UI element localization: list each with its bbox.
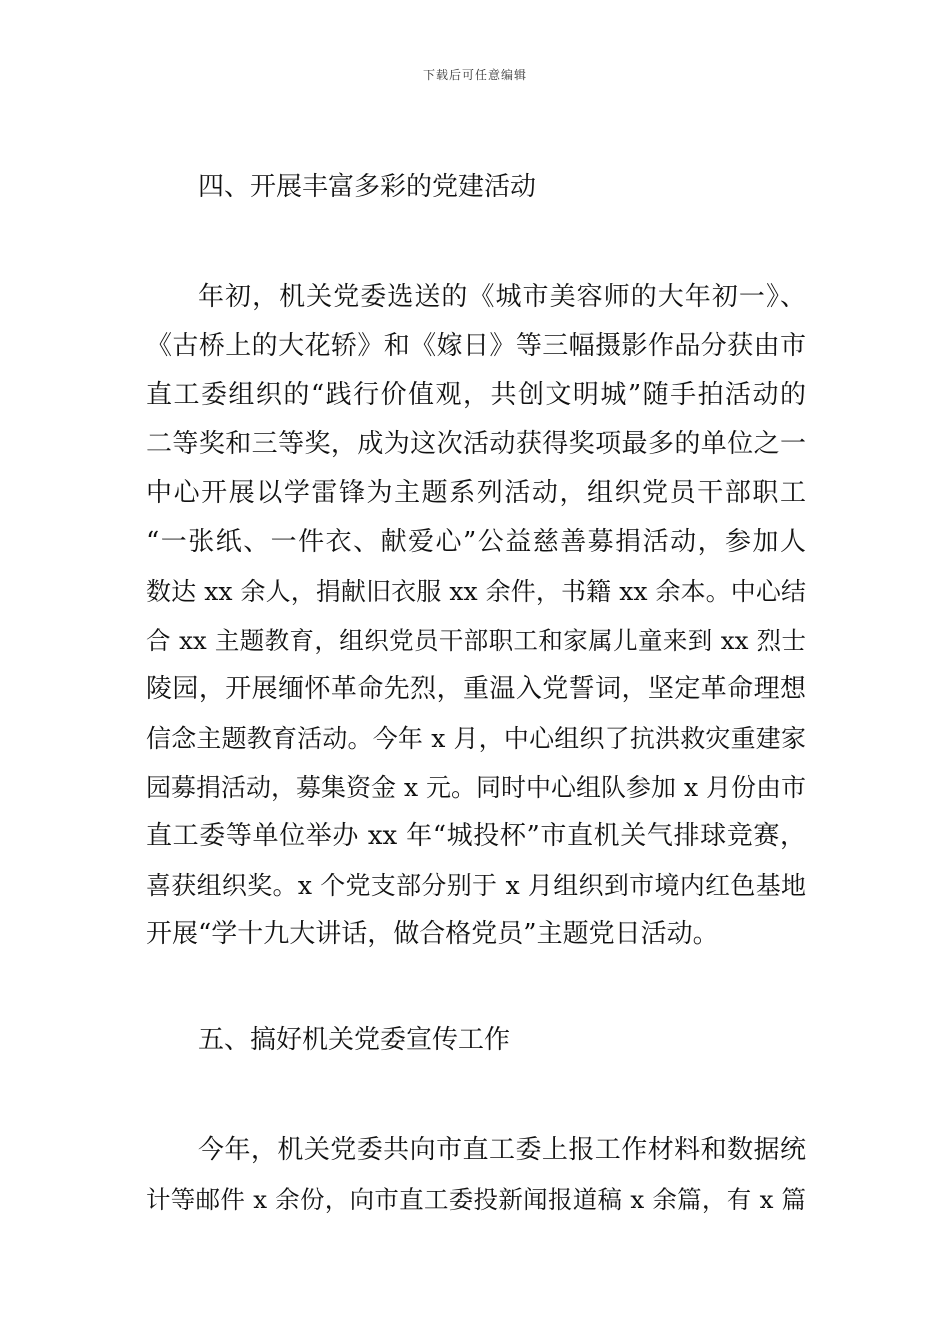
page-header: 下载后可任意编辑 (422, 68, 527, 82)
paragraph-line: 直工委组织的“践行价值观，共创文明城”随手拍活动的 (146, 380, 806, 410)
paragraph-line: 开展“学十九大讲话，做合格党员”主题党日活动。 (146, 919, 719, 949)
paragraph-line: 计等邮件 x 余份，向市直工委投新闻报道稿 x 余篇，有 x 篇 (146, 1185, 806, 1214)
paragraph-line: “一张纸、一件衣、献爱心”公益慈善募捐活动，参加人 (146, 527, 806, 557)
paragraph-line: 喜获组织奖。x 个党支部分别于 x 月组织到市境内红色基地 (146, 871, 806, 900)
section-heading: 四、开展丰富多彩的党建活动 (198, 172, 537, 202)
paragraph (146, 273, 806, 959)
paragraph-line: 数达 xx 余人，捐献旧衣服 xx 余件，书籍 xx 余本。中心结 (146, 577, 806, 606)
paragraph-line: 陵园，开展缅怀革命先烈，重温入党誓词，坚定革命理想 (146, 674, 806, 704)
paragraph-line: 信念主题教育活动。今年 x 月，中心组织了抗洪救灾重建家 (146, 724, 806, 753)
section-heading: 五、搞好机关党委宣传工作 (198, 1025, 511, 1055)
paragraph-line: 二等奖和三等奖，成为这次活动获得奖项最多的单位之一 (146, 429, 806, 459)
document-body (146, 172, 806, 1224)
paragraph-line: 《古桥上的大花轿》和《嫁日》等三幅摄影作品分获由市 (146, 331, 806, 361)
paragraph-line: 合 xx 主题教育，组织党员干部职工和家属儿童来到 xx 烈士 (146, 626, 806, 655)
paragraph (146, 1126, 806, 1224)
paragraph-line: 园募捐活动，募集资金 x 元。同时中心组队参加 x 月份由市 (146, 773, 806, 802)
paragraph-line: 今年，机关党委共向市直工委上报工作材料和数据统 (198, 1135, 806, 1165)
paragraph-line: 直工委等单位举办 xx 年“城投杯”市直机关气排球竞赛， (146, 821, 806, 851)
paragraph-line: 年初，机关党委选送的《城市美容师的大年初一》、 (198, 282, 806, 312)
paragraph-line: 中心开展以学雷锋为主题系列活动，组织党员干部职工 (146, 478, 806, 508)
